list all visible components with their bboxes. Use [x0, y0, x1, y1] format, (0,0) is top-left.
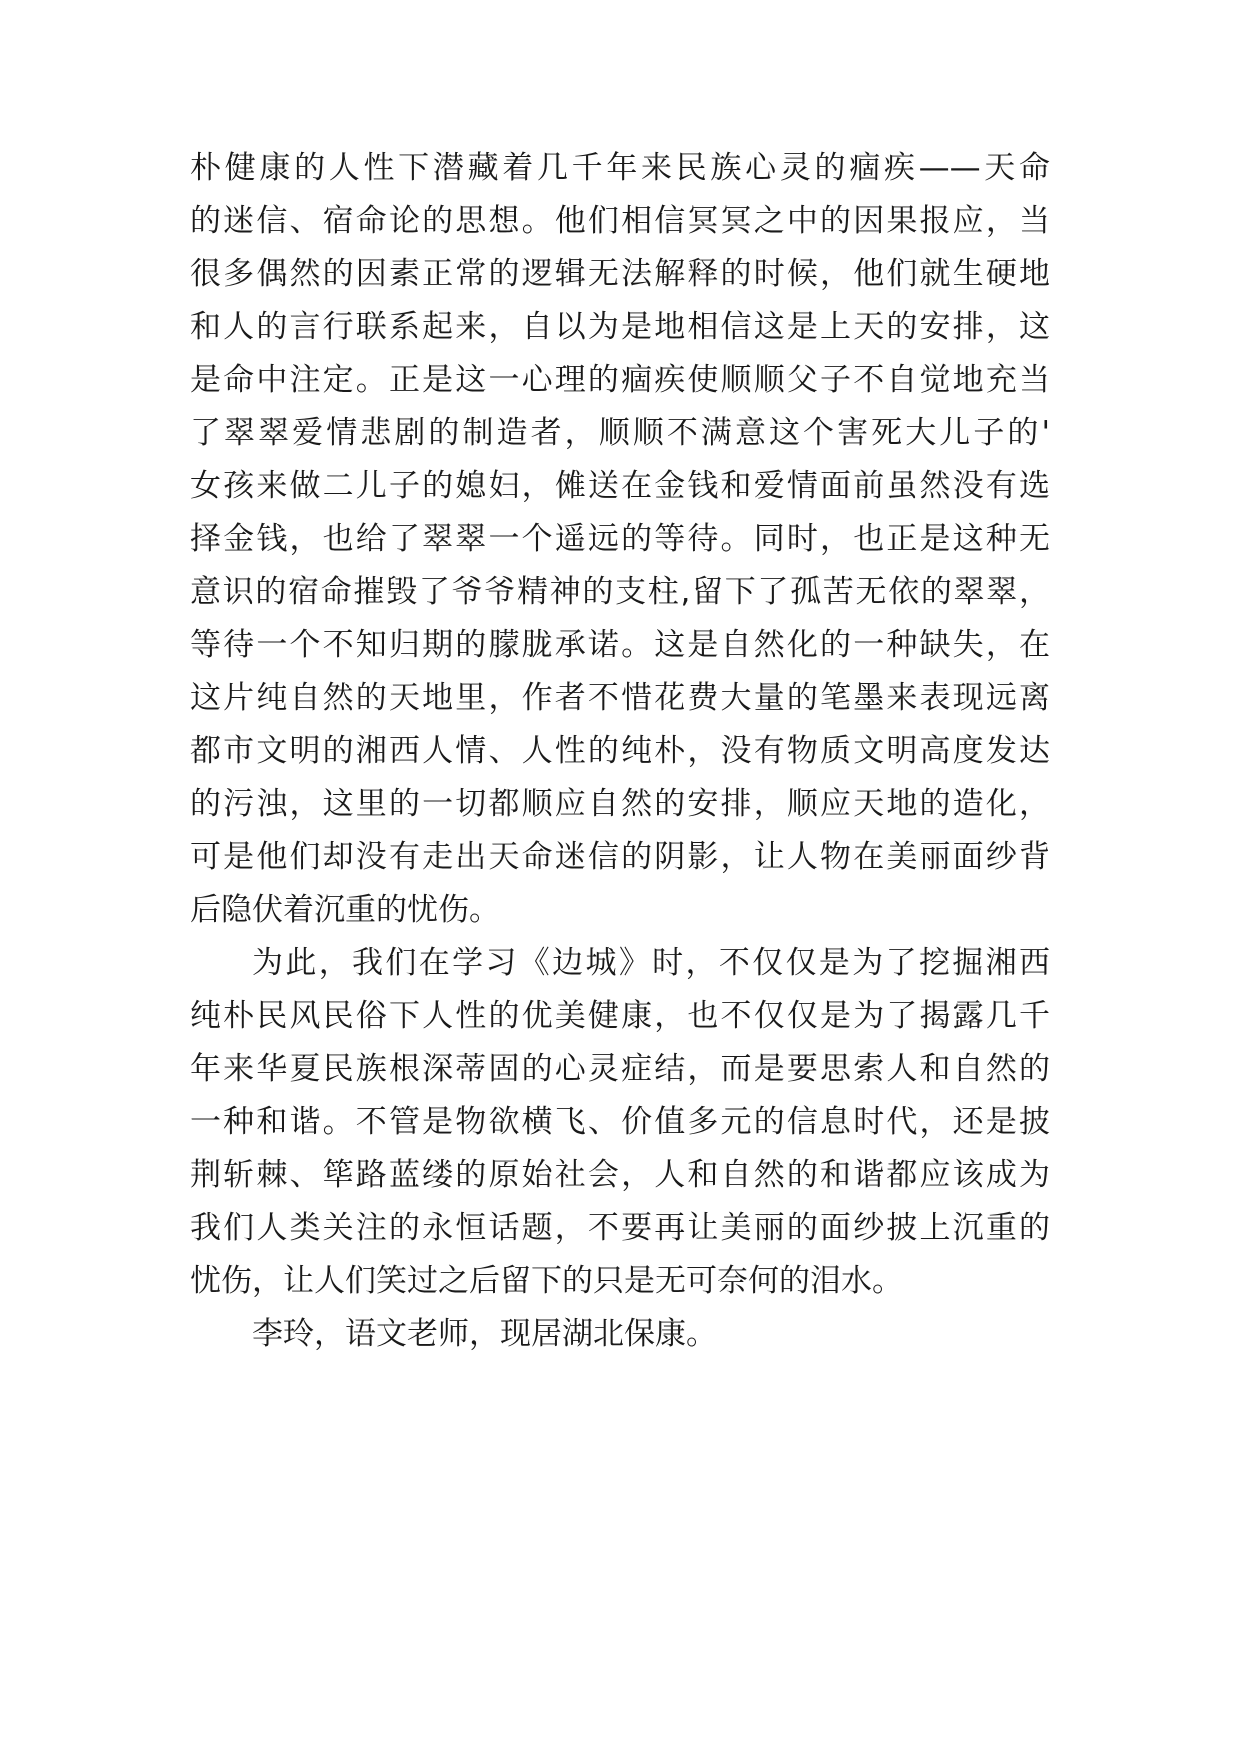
- paragraph-2-line-6: 我们人类关注的永恒话题，不要再让美丽的面纱披上沉重的: [190, 1210, 1050, 1246]
- paragraph-1-line-8: 择金钱，也给了翠翠一个遥远的等待。同时，也正是这种无: [190, 521, 1050, 557]
- paragraph-1-line-14: 可是他们却没有走出天命迷信的阴影，让人物在美丽面纱背: [190, 839, 1050, 875]
- paragraph-2-line-7: 忧伤，让人们笑过之后留下的只是无可奈何的泪水。: [190, 1263, 903, 1299]
- paragraph-2-line-4: 一种和谐。不管是物欲横飞、价值多元的信息时代，还是披: [190, 1104, 1050, 1140]
- paragraph-1-line-5: 是命中注定。正是这一心理的痼疾使顺顺父子不自觉地充当: [190, 362, 1050, 398]
- paragraph-2-line-3: 年来华夏民族根深蒂固的心灵症结，而是要思索人和自然的: [190, 1051, 1050, 1087]
- paragraph-1-line-15: 后隐伏着沉重的忧伤。: [190, 892, 500, 928]
- paragraph-1-line-1: 朴健康的人性下潜藏着几千年来民族心灵的痼疾——天命: [190, 150, 1050, 186]
- paragraph-1-line-10: 等待一个不知归期的朦胧承诺。这是自然化的一种缺失，在: [190, 627, 1050, 663]
- paragraph-1-line-12: 都市文明的湘西人情、人性的纯朴，没有物质文明高度发达: [190, 733, 1050, 769]
- paragraph-1-line-7: 女孩来做二儿子的媳妇，傩送在金钱和爱情面前虽然没有选: [190, 468, 1050, 504]
- author-note: 李玲，语文老师，现居湖北保康。: [252, 1316, 717, 1352]
- paragraph-1-line-4: 和人的言行联系起来，自以为是地相信这是上天的安排，这: [190, 309, 1050, 345]
- paragraph-1-line-3: 很多偶然的因素正常的逻辑无法解释的时候，他们就生硬地: [190, 256, 1050, 292]
- paragraph-2-line-5: 荆斩棘、筚路蓝缕的原始社会，人和自然的和谐都应该成为: [190, 1157, 1050, 1193]
- paragraph-1-line-11: 这片纯自然的天地里，作者不惜花费大量的笔墨来表现远离: [190, 680, 1050, 716]
- paragraph-2-line-1: 为此，我们在学习《边城》时，不仅仅是为了挖掘湘西: [252, 945, 1050, 981]
- paragraph-1-line-13: 的污浊，这里的一切都顺应自然的安排，顺应天地的造化，: [190, 786, 1050, 822]
- paragraph-1-line-9: 意识的宿命摧毁了爷爷精神的支柱,留下了孤苦无依的翠翠，: [190, 574, 1050, 610]
- paragraph-1-line-2: 的迷信、宿命论的思想。他们相信冥冥之中的因果报应，当: [190, 203, 1050, 239]
- paragraph-2-line-2: 纯朴民风民俗下人性的优美健康，也不仅仅是为了揭露几千: [190, 998, 1050, 1034]
- paragraph-1-line-6: 了翠翠爱情悲剧的制造者，顺顺不满意这个害死大儿子的': [190, 415, 1050, 451]
